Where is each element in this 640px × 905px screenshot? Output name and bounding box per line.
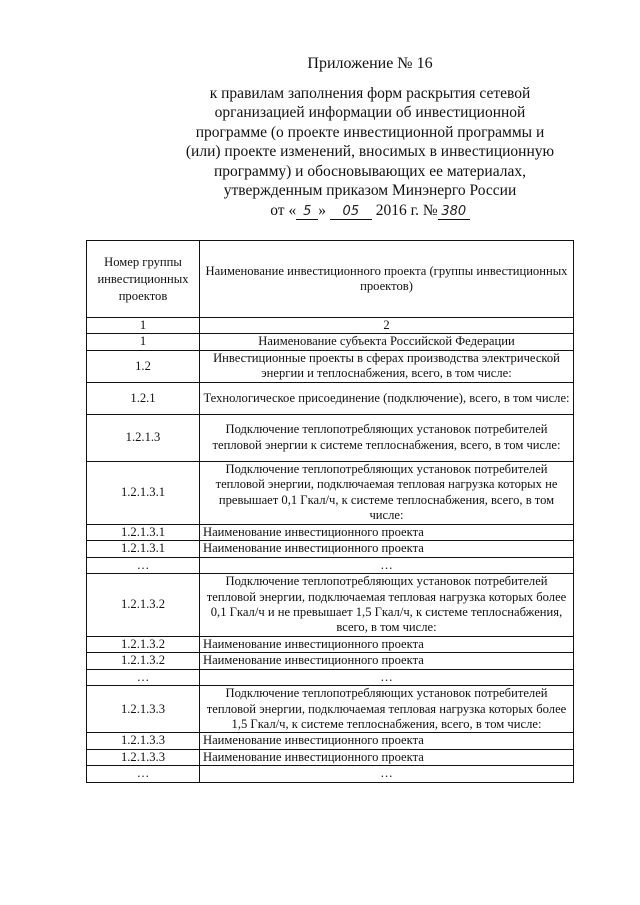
header-line: утвержденным приказом Минэнерго России bbox=[223, 182, 517, 199]
table-row bbox=[87, 557, 574, 573]
row-code: 1.2.1.3 bbox=[87, 414, 200, 461]
table-row bbox=[87, 382, 574, 414]
row-name: Наименование инвестиционного проекта bbox=[200, 541, 574, 557]
table-row bbox=[87, 686, 574, 733]
table-row bbox=[87, 334, 574, 350]
row-code: 1.2.1.3.1 bbox=[87, 541, 200, 557]
row-name: … bbox=[200, 766, 574, 782]
row-name: Наименование инвестиционного проекта bbox=[200, 637, 574, 653]
table-row bbox=[87, 766, 574, 782]
table-row bbox=[87, 541, 574, 557]
date-prefix: от « bbox=[270, 201, 297, 219]
table-row bbox=[87, 669, 574, 685]
row-name: Наименование инвестиционного проекта bbox=[200, 733, 574, 749]
table-header-row bbox=[87, 241, 574, 318]
date-month: 05 bbox=[330, 204, 372, 220]
row-code: … bbox=[87, 766, 200, 782]
row-code: 1.2.1.3.1 bbox=[87, 524, 200, 540]
header-line: программе (о проекте инвестиционной программы и bbox=[195, 123, 545, 141]
row-code: 1 bbox=[87, 334, 200, 350]
header-text bbox=[160, 84, 580, 221]
row-code: 1.2.1.3.1 bbox=[87, 461, 200, 524]
date-mid: » bbox=[318, 201, 326, 219]
appendix-title: Приложение № 16 bbox=[307, 55, 433, 72]
col1-number: 1 bbox=[87, 318, 200, 334]
header-line: к правилам заполнения форм раскрытия сетевой bbox=[209, 84, 531, 102]
column-number-row bbox=[87, 318, 574, 334]
table-row bbox=[87, 414, 574, 461]
header-line: (или) проекте изменений, вносимых в инвестиционную bbox=[185, 143, 555, 160]
row-name: Наименование инвестиционного проекта bbox=[200, 749, 574, 765]
table-row bbox=[87, 461, 574, 524]
table-row bbox=[87, 574, 574, 637]
row-name: Подключение теплопотребляющих установок потребителей тепловой энергии, подключаемая тепловая нагрузка которых более 0,1 Гкал/ч и не превышает 1,5 Гкал/ч, к системе теплоснабжения, всего, в том числе: bbox=[200, 574, 574, 637]
col2-number: 2 bbox=[200, 318, 574, 334]
row-code: 1.2.1 bbox=[87, 382, 200, 414]
row-code: 1.2.1.3.2 bbox=[87, 574, 200, 637]
date-year: 2016 г. № bbox=[375, 201, 438, 219]
row-name: Подключение теплопотребляющих установок потребителей тепловой энергии, подключаемая тепловая нагрузка которых более 1,5 Гкал/ч, к системе теплоснабжения, всего, в том числе: bbox=[200, 686, 574, 733]
row-name: Подключение теплопотребляющих установок потребителей тепловой энергии к системе теплоснабжения, всего, в том числе: bbox=[200, 414, 574, 461]
table-row bbox=[87, 350, 574, 382]
row-code: 1.2.1.3.3 bbox=[87, 749, 200, 765]
row-name: Наименование инвестиционного проекта bbox=[200, 653, 574, 669]
header-line: организацией информации об инвестиционной bbox=[214, 104, 526, 121]
row-name: … bbox=[200, 669, 574, 685]
row-code: … bbox=[87, 557, 200, 573]
order-date-line bbox=[160, 201, 580, 221]
row-code: 1.2.1.3.2 bbox=[87, 637, 200, 653]
col1-header: Номер группы инвестиционных проектов bbox=[87, 241, 200, 318]
row-name: Инвестиционные проекты в сферах производства электрической энергии и теплоснабжения, всего, в том числе: bbox=[200, 350, 574, 382]
row-name: Наименование инвестиционного проекта bbox=[200, 524, 574, 540]
date-day: 5 bbox=[296, 204, 318, 220]
row-name: Наименование субъекта Российской Федерации bbox=[200, 334, 574, 350]
row-code: 1.2 bbox=[87, 350, 200, 382]
row-name: Технологическое присоединение (подключение), всего, в том числе: bbox=[200, 382, 574, 414]
order-number: 380 bbox=[438, 204, 470, 220]
row-code: … bbox=[87, 669, 200, 685]
investment-groups-table bbox=[86, 240, 574, 783]
document-header bbox=[160, 54, 580, 220]
row-code: 1.2.1.3.3 bbox=[87, 686, 200, 733]
table-row bbox=[87, 733, 574, 749]
header-line: программу) и обосновывающих ее материалах, bbox=[214, 162, 526, 180]
col2-header: Наименование инвестиционного проекта (группы инвестиционных проектов) bbox=[200, 241, 574, 318]
row-code: 1.2.1.3.3 bbox=[87, 733, 200, 749]
row-code: 1.2.1.3.2 bbox=[87, 653, 200, 669]
table-row bbox=[87, 524, 574, 540]
table-row bbox=[87, 637, 574, 653]
table-row bbox=[87, 749, 574, 765]
row-name: Подключение теплопотребляющих установок потребителей тепловой энергии, подключаемая тепловая нагрузка которых не превышает 0,1 Гкал/ч, к системе теплоснабжения, всего, в том числе: bbox=[200, 461, 574, 524]
table-row bbox=[87, 653, 574, 669]
row-name: … bbox=[200, 557, 574, 573]
